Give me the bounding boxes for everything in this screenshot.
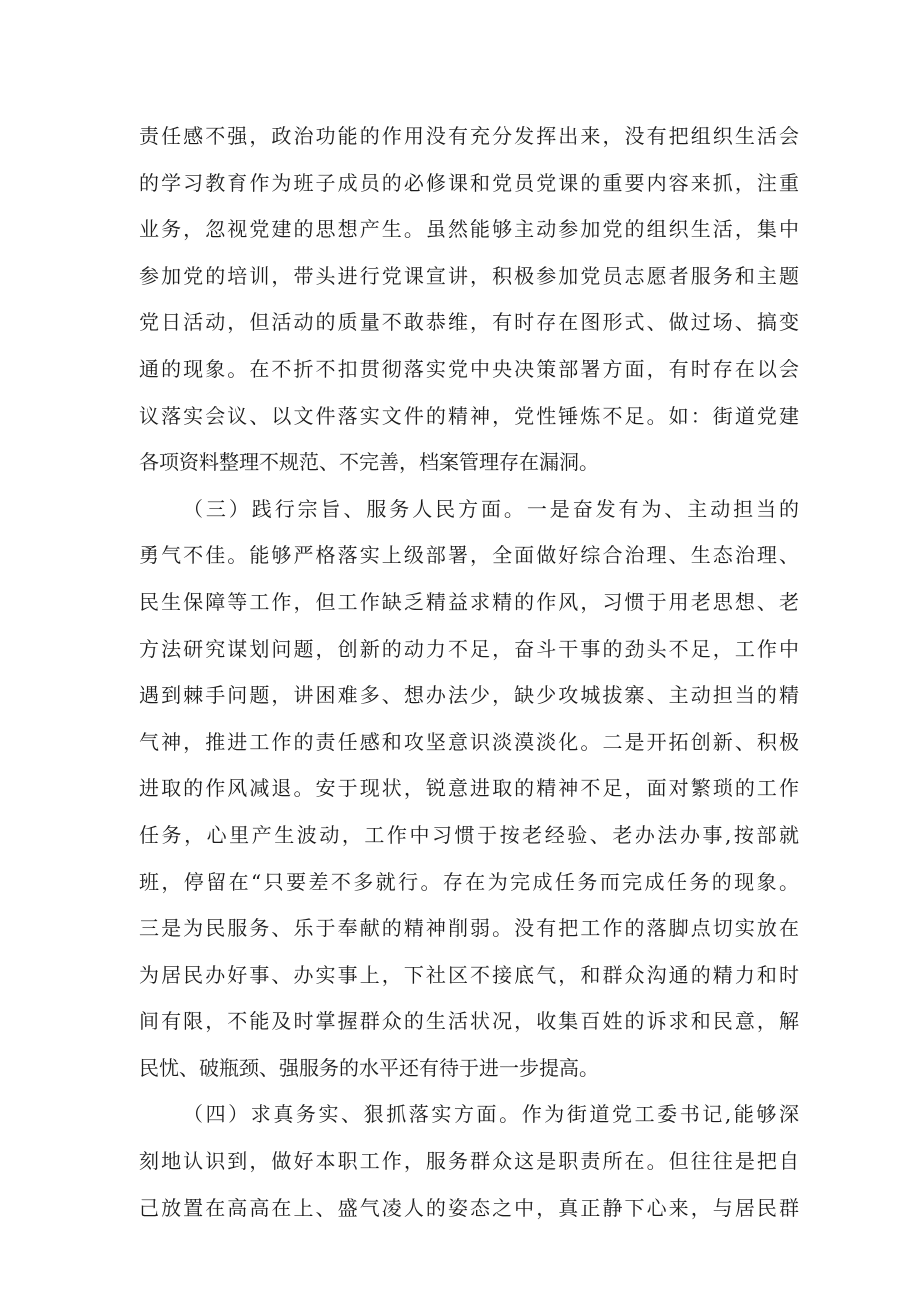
section-3-heading-line: （三）践行宗旨、服务人民方面。一是奋发有为、主动担当的 bbox=[183, 496, 799, 521]
text-line: 己放置在高高在上、盛气凌人的姿态之中，真正静下心来，与居民群 bbox=[139, 1195, 799, 1220]
text-line: 民生保障等工作，但工作缺乏精益求精的作风，习惯于用老思想、老 bbox=[139, 589, 799, 614]
text-line: 班，停留在“只要差不多就行。存在为完成任务而完成任务的现象。 bbox=[139, 869, 799, 894]
text-line: 业务，忽视党建的思想产生。虽然能够主动参加党的组织生活，集中 bbox=[139, 217, 799, 242]
text-line: 议落实会议、以文件落实文件的精神，党性锤炼不足。如：街道党建 bbox=[139, 403, 799, 428]
text-line: 勇气不佳。能够严格落实上级部署，全面做好综合治理、生态治理、 bbox=[139, 543, 799, 568]
paragraph-end-line: 民忧、破瓶颈、强服务的水平还有待于进一步提高。 bbox=[139, 1055, 599, 1080]
paragraph-end-line: 各项资料整理不规范、不完善，档案管理存在漏洞。 bbox=[139, 450, 599, 475]
text-line: 通的现象。在不折不扣贯彻落实党中央决策部署方面，有时存在以会 bbox=[139, 356, 799, 381]
text-line: 遇到棘手问题，讲困难多、想办法少，缺少攻城拔寨、主动担当的精 bbox=[139, 683, 799, 708]
section-4-heading-line: （四）求真务实、狠抓落实方面。作为街道党工委书记,能够深 bbox=[183, 1102, 799, 1127]
text-line: 间有限，不能及时掌握群众的生活状况，收集百姓的诉求和民意，解 bbox=[139, 1009, 799, 1034]
document-body bbox=[139, 113, 799, 1231]
text-line: 刻地认识到，做好本职工作，服务群众这是职责所在。但往往是把自 bbox=[139, 1149, 799, 1174]
text-line: 气神，推进工作的责任感和攻坚意识淡漠淡化。二是开拓创新、积极 bbox=[139, 729, 799, 754]
text-line: 的学习教育作为班子成员的必修课和党员党课的重要内容来抓，注重 bbox=[139, 170, 799, 195]
text-line: 任务，心里产生波动，工作中习惯于按老经验、老办法办事,按部就 bbox=[139, 822, 799, 847]
text-line: 方法研究谋划问题，创新的动力不足，奋斗干事的劲头不足，工作中 bbox=[139, 636, 799, 661]
text-line: 党日活动，但活动的质量不敢恭维，有时存在图形式、做过场、搞变 bbox=[139, 310, 799, 335]
text-line: 责任感不强，政治功能的作用没有充分发挥出来，没有把组织生活会 bbox=[139, 124, 799, 148]
text-line: 参加党的培训，带头进行党课宣讲，积极参加党员志愿者服务和主题 bbox=[139, 263, 799, 288]
text-line: 为居民办好事、办实事上，下社区不接底气，和群众沟通的精力和时 bbox=[139, 962, 799, 987]
text-line: 进取的作风减退。安于现状，锐意进取的精神不足，面对繁琐的工作 bbox=[139, 776, 799, 801]
text-line: 三是为民服务、乐于奉献的精神削弱。没有把工作的落脚点切实放在 bbox=[139, 916, 799, 941]
